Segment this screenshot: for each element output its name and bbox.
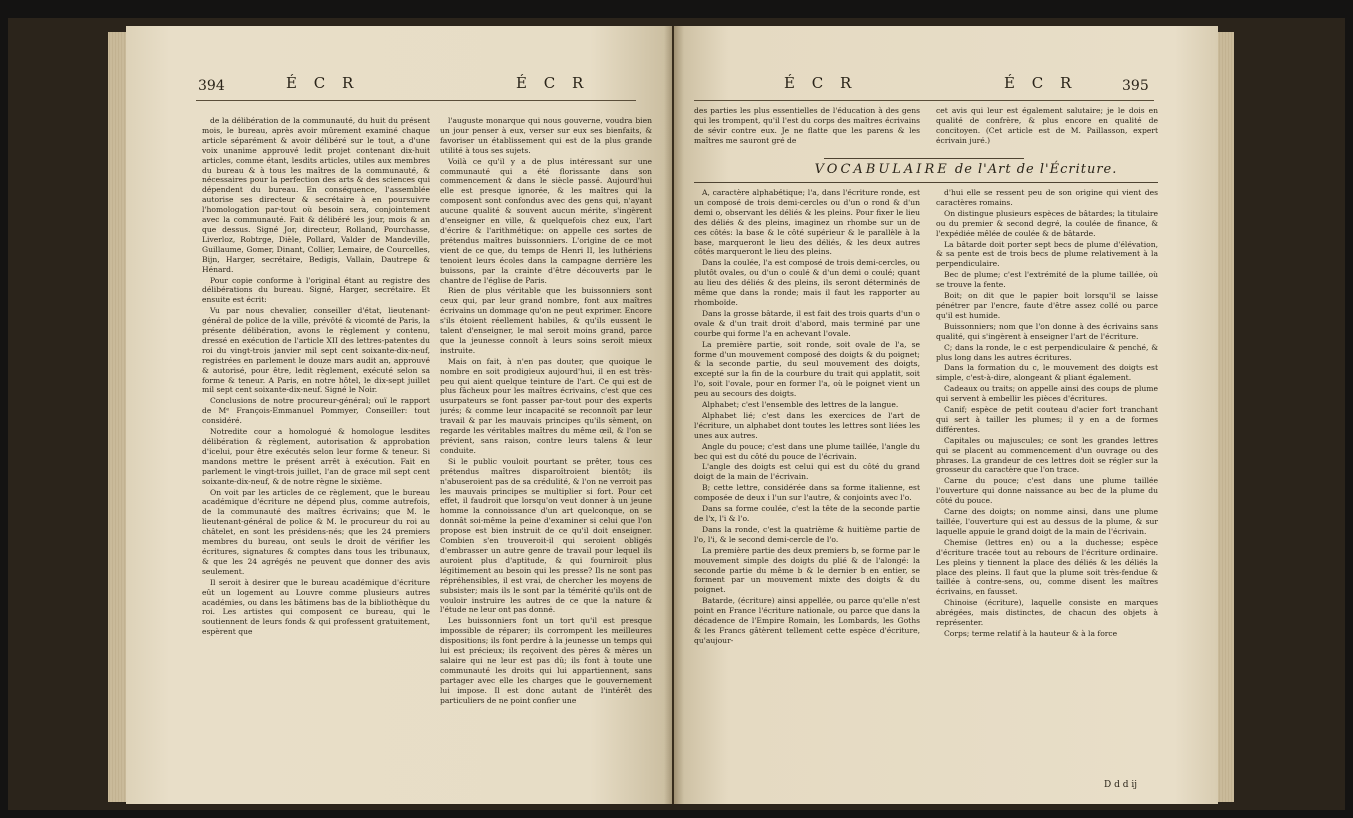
right-page: [674, 26, 1218, 804]
vocabulary-title: [756, 162, 1176, 177]
paragraph: Dans la coulée, l'a est composé de trois demi-cercles, ou plutôt ovales, ou d'un o coulé & d'un demi o coulé; quant au lieu des déliés & des pleins, ils seront déterminés de même que dans la ronde; mais il faut les rapporter au rhomboïde.: [694, 258, 920, 307]
running-head-left-2: É C R: [516, 74, 590, 92]
paragraph: Alphabet lié; c'est dans les exercices de l'art de l'écriture, un alphabet dont toutes les lettres sont liées les unes aux autres.: [694, 410, 920, 440]
paragraph: Carne des doigts; on nomme ainsi, dans une plume taillée, l'ouverture qui est au dessus de la plume, & sur laquelle appuie le grand doigt de la main de l'écrivain.: [936, 507, 1158, 536]
intro-paragraph-1: des parties les plus essentielles de l'éducation à des gens qui les trompent, qu'il l'est du corps des maîtres écrivains de sévir contre eux. Je ne flatte que les parens & les maîtres me sauront gré de: [694, 106, 920, 145]
left-page: [126, 26, 672, 804]
header-rule-right: [694, 100, 1154, 101]
header-rule-left: [196, 100, 636, 101]
page-edges-right: [1218, 32, 1234, 802]
signature-mark: D d d ij: [1104, 780, 1137, 790]
paragraph: Capitales ou majuscules; ce sont les grandes lettres qui se placent au commencement d'un ouvrage ou des phrases. La grandeur de ces lettres doit se régler sur la grosseur du caractère que l'on trace.: [936, 435, 1158, 475]
paragraph: On voit par les articles de ce règlement, que le bureau académique d'écriture ne dépend plus, comme autrefois, de la communauté des maîtres écrivains; que M. le lieutenant-général de police & M. le procureur du roi au châtelet, en sont les présidens-nés; que les 24 premiers membres du bureau, ont seuls le droit de vérifier les écritures, signatures & comptes dans tous les tribunaux, & que les 24 agrégés ne peuvent que donner des avis seulement.: [202, 487, 430, 576]
paragraph: La première partie, soit ronde, soit ovale de l'a, se forme d'un mouvement composé des doigts & du poignet; & la seconde partie, du seul mouvement des doigts, excepté sur la fin de la courbure du trait qui applatit, soit l'o, soit l'ovale, pour en former l'a, où le poignet vient un peu au secours des doigts.: [694, 339, 920, 399]
paragraph: Dans la formation du c, le mouvement des doigts est simple, c'est-à-dire, alongeant & pliant également.: [936, 363, 1158, 383]
book-spread: [8, 18, 1345, 810]
paragraph: Si le public vouloit pourtant se prêter, tous ces prétendus maîtres disparoîtroient bientôt; ils n'abuseroient pas de sa crédulité, & l'on ne verroit pas les mauvais principes se multiplier si fort. Pour cet effet, il faudroit que lorsqu'on veut donner à un jeune homme la connoissance d'un art quelconque, on se donnât soi-même la peine d'examiner si celui que l'on propose est bien instruit de ce qu'il doit enseigner. Combien s'en trouveroit-il qui seroient obligés d'embrasser un autre genre de travail pour lequel ils auroient plus d'aptitude, & qui fourniroit plus légitimement au besoin qui les presse? Ils ne sont pas répréhensibles, il est vrai, de chercher les moyens de subsister; mais ils le sont par la témérité qu'ils ont de vouloir instruire les autres de ce que la nature & l'étude ne leur ont pas donné.: [440, 456, 652, 615]
paragraph: Corps; terme relatif à la hauteur & à la force: [944, 628, 1118, 638]
paragraph: Buissonniers; nom que l'on donne à des écrivains sans qualité, qui s'ingèrent à enseigner l'art de l'écriture.: [936, 321, 1158, 341]
page-number-right: 395: [1122, 78, 1149, 94]
right-intro-col-2: [936, 106, 1158, 156]
paragraph: Mais on fait, à n'en pas douter, que quoique le nombre en soit prodigieux aujourd'hui, il en est très-peu qui aient quelque teinture de l'art. Ce qui est de plus fâcheux pour les maîtres écrivains, c'est que ces usurpateurs se font passer par-tout pour des experts jurés; & comme leur incapacité se reconnoît par leur travail & par les mauvais principes qu'ils sèment, on regarde les véritables maîtres du même œil, & l'on se prévient, sans raison, contre leurs talens & leur conduite.: [440, 356, 652, 455]
section-rule-top: [824, 158, 1024, 159]
section-rule-bottom: [694, 182, 1158, 183]
paragraph: Alphabet; c'est l'ensemble des lettres de la langue.: [702, 400, 899, 410]
vocabulary-title-main: VOCABULAIRE: [814, 162, 950, 177]
left-column-1: [202, 116, 430, 756]
paragraph: Conclusions de notre procureur-général; ouï le rapport de Mᵉ François-Emmanuel Pommyer, Conseiller: tout considéré.: [202, 396, 430, 426]
paragraph: Dans la ronde, c'est la quatrième & huitième partie de l'o, l'i, & le second demi-cercle de l'o.: [694, 524, 920, 544]
paragraph: Boit; on dit que le papier boit lorsqu'il se laisse pénétrer par l'encre, faute d'être assez collé ou parce qu'il est humide.: [936, 291, 1158, 320]
paragraph: Vu par nous chevalier, conseiller d'état, lieutenant-général de police de la ville, prévôté & vicomté de Paris, la présente délibération, avons le règlement y contenu, dressé en exécution de l'article XII des lettres-patentes du roi du vingt-trois janvier mil sept cent soixante-dix-neuf, registrées en parlement le douze mars audit an, approuvé & autorisé, pour être, ledit règlement, exécuté selon sa forme & teneur. A Paris, en notre hôtel, le dix-sept juillet mil sept cent soixante-dix-neuf. Signé le Noir.: [202, 306, 430, 395]
paragraph: Carne du pouce; c'est dans une plume taillée l'ouverture qui donne naissance au bec de la plume du côté du pouce.: [936, 476, 1158, 506]
paragraph: Batarde, (écriture) ainsi appellée, ou parce qu'elle n'est point en France l'écriture nationale, ou parce que dans la décadence de l'Empire Romain, les Lombards, les Goths & les Francs gâtèrent tellement cette espèce d'écriture, qu'aujour-: [694, 596, 920, 645]
paragraph: d'hui elle se ressent peu de son origine qui vient des caractères romains.: [936, 188, 1158, 207]
paragraph: Voilà ce qu'il y a de plus intéressant sur une communauté qui a été florissante dans son commencement & dans le siècle passé. Aujourd'hui elle est presque ignorée, & les maîtres qui la composent sont confondus avec des gens qui, n'ayant aucune qualité & souvent aucun mérite, s'ingèrent d'enseigner en ville, & quelquefois chez eux, l'art d'écrire & l'arithmétique: on appelle ces sortes de prétendus maîtres buissonniers. L'origine de ce mot vient de ce que, du temps de Henri II, les luthériens tenoient leurs écoles dans la campagne derrière les buissons, par la crainte d'être découverts par le chantre de l'église de Paris.: [440, 156, 652, 285]
paragraph: Chinoise (écriture), laquelle consiste en marques abrégées, mais distinctes, de chacun des objets à représenter.: [936, 598, 1158, 628]
paragraph: C; dans la ronde, le c est perpendiculaire & penché, & plus long dans les autres écritures.: [936, 342, 1158, 362]
book-gutter: [664, 26, 684, 804]
vocabulary-title-sub: de l'Art de l'Écriture.: [954, 162, 1118, 177]
paragraph: On distingue plusieurs espèces de bâtardes; la titulaire ou du premier & second degré, la coulée de finance, & l'expédiée mêlée de coulée & de bâtarde.: [936, 208, 1158, 238]
paragraph: Chemise (lettres en) ou a la duchesse; espèce d'écriture tracée tout au rebours de l'écriture ordinaire. Les pleins y tiennent la place des déliés & les déliés la place des pleins. Il faut que la plume soit très-fendue & taillée à contre-sens, ou, comme disent les maîtres écrivains, en fausset.: [936, 537, 1158, 597]
paragraph: Dans sa forme coulée, c'est la tête de la seconde partie de l'x, l'i & l'o.: [694, 504, 920, 523]
paragraph: Les buissonniers font un tort qu'il est presque impossible de réparer; ils corrompent les meilleures dispositions; ils font perdre à la jeunesse un temps qui lui est précieux; ils reçoivent des pères & mères un salaire qui ne leur est pas dû; ils font à toute une communauté les droits qui lui appartiennent, sans partager avec elle les charges que le gouvernement lui impose. Il est donc autant de l'intérêt des particuliers de ne point confier une: [440, 616, 652, 705]
page-number-left: 394: [198, 78, 225, 94]
paragraph: B; cette lettre, considérée dans sa forme italienne, est composée de deux i l'un sur l'autre, & conjoints avec l'o.: [694, 483, 920, 503]
intro-paragraph-2: cet avis qui leur est également salutaire; je le dois en qualité de confrère, & plus encore en qualité de concitoyen. (Cet article est de M. Paillasson, expert écrivain juré.): [936, 106, 1158, 145]
paragraph: A, caractère alphabétique; l'a, dans l'écriture ronde, est un composé de trois demi-cercles ou d'un o rond & d'un demi o, observant les déliés & les pleins. Pour fixer le lieu des déliés & des pleins, imaginez un rhombe sur un de ces côtés: la base & le côté supérieur & le parallèle à la base, marqueront le lieu des déliés, & les deux autres côtés marqueront le lieu des pleins.: [694, 188, 920, 257]
page-edges-left: [108, 32, 126, 802]
paragraph: La première partie des deux premiers b, se forme par le mouvement simple des doigts du plié & de l'alongé: la seconde partie du même b & le dernier b en entier, se forment par un mouvement mixte des doigts & du poignet.: [694, 545, 920, 595]
paragraph: Canif; espèce de petit couteau d'acier fort tranchant qui sert à tailler les plumes; il y en a de formes différentes.: [936, 405, 1158, 434]
paragraph: Rien de plus véritable que les buissonniers sont ceux qui, par leur grand nombre, font aux maîtres écrivains un dommage qu'on ne peut exprimer. Encore s'ils étoient réellement habiles, & qu'ils eussent le talent d'enseigner, le mal seroit moins grand, parce que la jeunesse connoît à leurs soins seroit mieux instruite.: [440, 286, 652, 355]
running-head-right-2: É C R: [1004, 74, 1078, 92]
right-intro-col-1: [694, 106, 920, 156]
paragraph: de la délibération de la communauté, du huit du présent mois, le bureau, après avoir mûrement examiné chaque article séparément & avoir délibéré sur le tout, a d'une voix unanime approuvé ledit projet contenant dix-huit articles, comme étant, lesdits articles, utiles aux membres du bureau & à tous les maîtres de la communauté, & nécessaires pour la perfection des arts & des sciences qui dépendent du bureau. En conséquence, l'assemblée autorise ses directeur & secrétaire à en poursuivre l'homologation par-tout où besoin sera, conjointement avec la communauté. Fait & délibéré les jour, mois & an que dessus. Signé Jor, directeur, Rolland, Pourchasse, Liverloz, Robtrge, Dièle, Pollard, Valder de Mandeville, Guillaume, Gomer, Dinant, Collier, Lemaire, de Courcelles, Bijn, Harger, secrétaire, Bedigis, Vallain, Dautrepe & Hénard.: [202, 116, 430, 274]
paragraph: La bâtarde doit porter sept becs de plume d'élévation, & sa pente est de trois becs de plume relativement à la perpendiculaire.: [936, 239, 1158, 269]
paragraph: Angle du pouce; c'est dans une plume taillée, l'angle du bec qui est du côté du pouce de l'écrivain.: [694, 441, 920, 461]
paragraph: Pour copie conforme à l'original étant au registre des délibérations du bureau. Signé, Harger, secrétaire. Et ensuite est écrit:: [202, 275, 430, 305]
paragraph: L'angle des doigts est celui qui est du côté du grand doigt de la main de l'écrivain.: [694, 462, 920, 482]
paragraph: Cadeaux ou traits; on appelle ainsi des coups de plume qui servent à embellir les pièces d'écritures.: [936, 384, 1158, 404]
paragraph: Dans la grosse bâtarde, il est fait des trois quarts d'un o ovale & d'un trait droit d'abord, mais terminé par une courbe qui forme l'a en achevant l'ovale.: [694, 308, 920, 338]
paragraph: l'auguste monarque qui nous gouverne, voudra bien un jour penser à eux, verser sur eux ses bienfaits, & favoriser un établissement qui est de la plus grande utilité à tous ses sujets.: [440, 116, 652, 155]
paragraph: Notredite cour a homologué & homologue lesdites délibération & règlement, autorisation & approbation d'iceluі, pour être exécutés selon leur forme & teneur. Si mandons mettre le présent arrêt à exécution. Fait en parlement le vingt-trois juillet, l'an de grace mil sept cent soixante-dix-neuf, & de notre règne le sixième.: [202, 427, 430, 486]
running-head-right-1: É C R: [784, 74, 858, 92]
right-column-1: [694, 188, 920, 793]
right-column-2: [936, 188, 1158, 778]
left-column-2: [440, 116, 652, 756]
running-head-left-1: É C R: [286, 74, 360, 92]
paragraph: Bec de plume; c'est l'extrémité de la plume taillée, où se trouve la fente.: [936, 270, 1158, 290]
paragraph: Il seroit à desirer que le bureau académique d'écriture eût un logement au Louvre comme plusieurs autres académies, ou dans les bâtimens bas de la bibliothèque du roi. Les artistes qui composent ce bureau, qui le soutiennent de leurs fonds & qui professent gratuitement, espèrent que: [202, 577, 430, 637]
